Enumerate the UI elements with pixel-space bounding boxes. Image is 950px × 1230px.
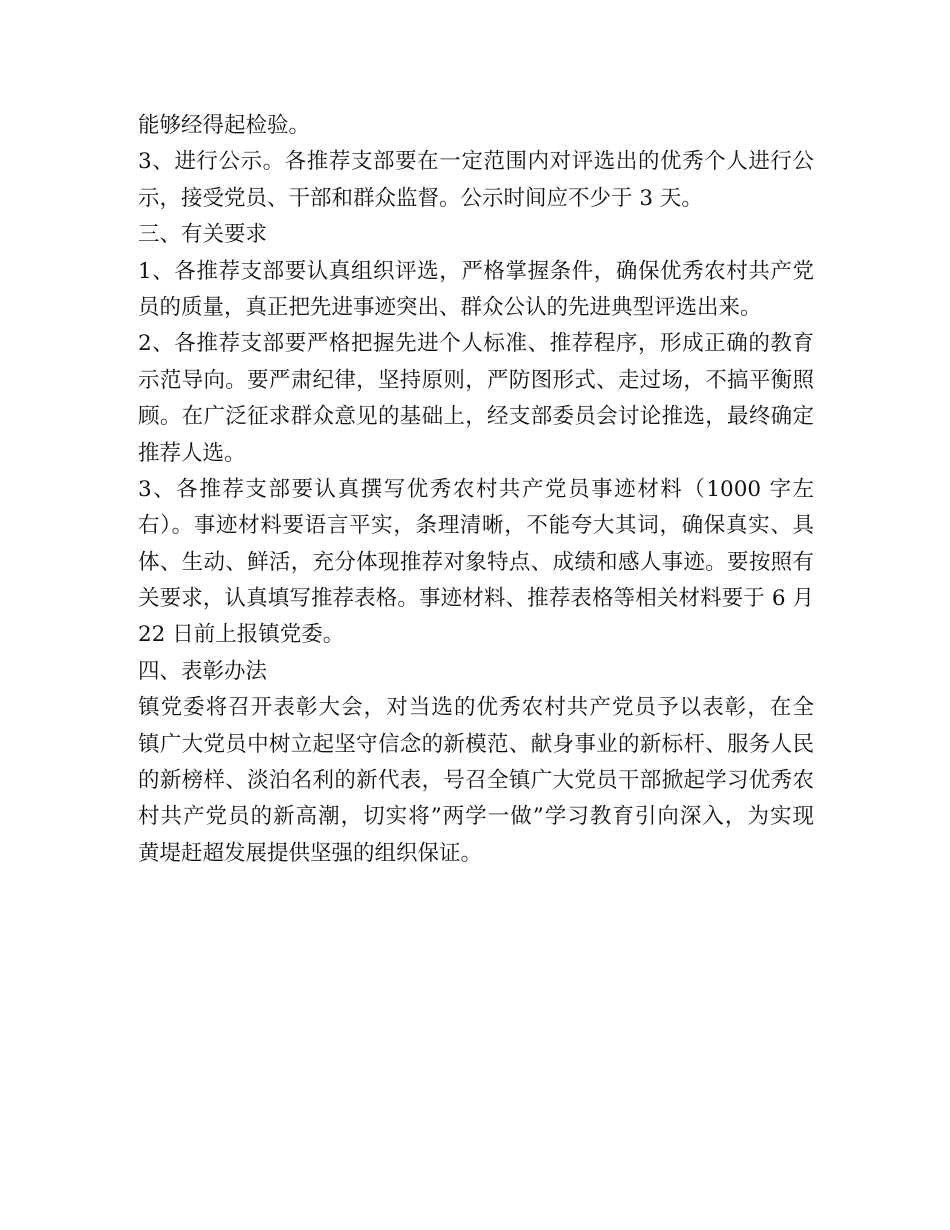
text-line: 员的质量，真正把先进事迹突出、群众公认的先进典型评选出来。 [138, 294, 762, 320]
section-heading: 四、表彰办法 [138, 658, 268, 684]
text-line: 2、各推荐支部要严格把握先进个人标准、推荐程序，形成正确的教育 [138, 331, 814, 357]
text-line: 3、进行公示。各推荐支部要在一定范围内对评选出的优秀个人进行公 [138, 149, 814, 175]
text-line: 3、各推荐支部要认真撰写优秀农村共产党员事迹材料（1000 字左 [138, 476, 814, 502]
text-line: 顾。在广泛征求群众意见的基础上，经支部委员会讨论推选，最终确定 [138, 404, 814, 430]
document-body [138, 108, 814, 872]
text-line: 的新榜样、淡泊名利的新代表，号召全镇广大党员干部掀起学习优秀农 [138, 768, 814, 794]
text-line: 黄堤赶超发展提供坚强的组织保证。 [138, 840, 483, 866]
text-line: 镇党委将召开表彰大会，对当选的优秀农村共产党员予以表彰，在全 [138, 695, 814, 721]
text-line: 镇广大党员中树立起坚守信念的新模范、献身事业的新标杆、服务人民 [138, 731, 814, 757]
text-line: 体、生动、鲜活，充分体现推荐对象特点、成绩和感人事迹。要按照有 [138, 549, 814, 575]
text-line: 关要求，认真填写推荐表格。事迹材料、推荐表格等相关材料要于 6 月 [138, 586, 814, 612]
text-line: 推荐人选。 [138, 440, 246, 466]
text-line: 右）。事迹材料要语言平实，条理清晰，不能夸大其词，确保真实、具 [138, 513, 814, 539]
text-line: 1、各推荐支部要认真组织评选，严格掌握条件，确保优秀农村共产党 [138, 258, 814, 284]
text-line: 能够经得起检验。 [138, 113, 311, 138]
text-line: 村共产党员的新高潮，切实将”两学一做”学习教育引向深入，为实现 [138, 804, 814, 830]
text-line: 22 日前上报镇党委。 [138, 622, 345, 648]
text-line: 示，接受党员、干部和群众监督。公示时间应不少于 3 天。 [138, 185, 703, 211]
section-heading: 三、有关要求 [138, 222, 268, 248]
text-line: 示范导向。要严肃纪律，坚持原则，严防图形式、走过场，不搞平衡照 [138, 367, 814, 393]
